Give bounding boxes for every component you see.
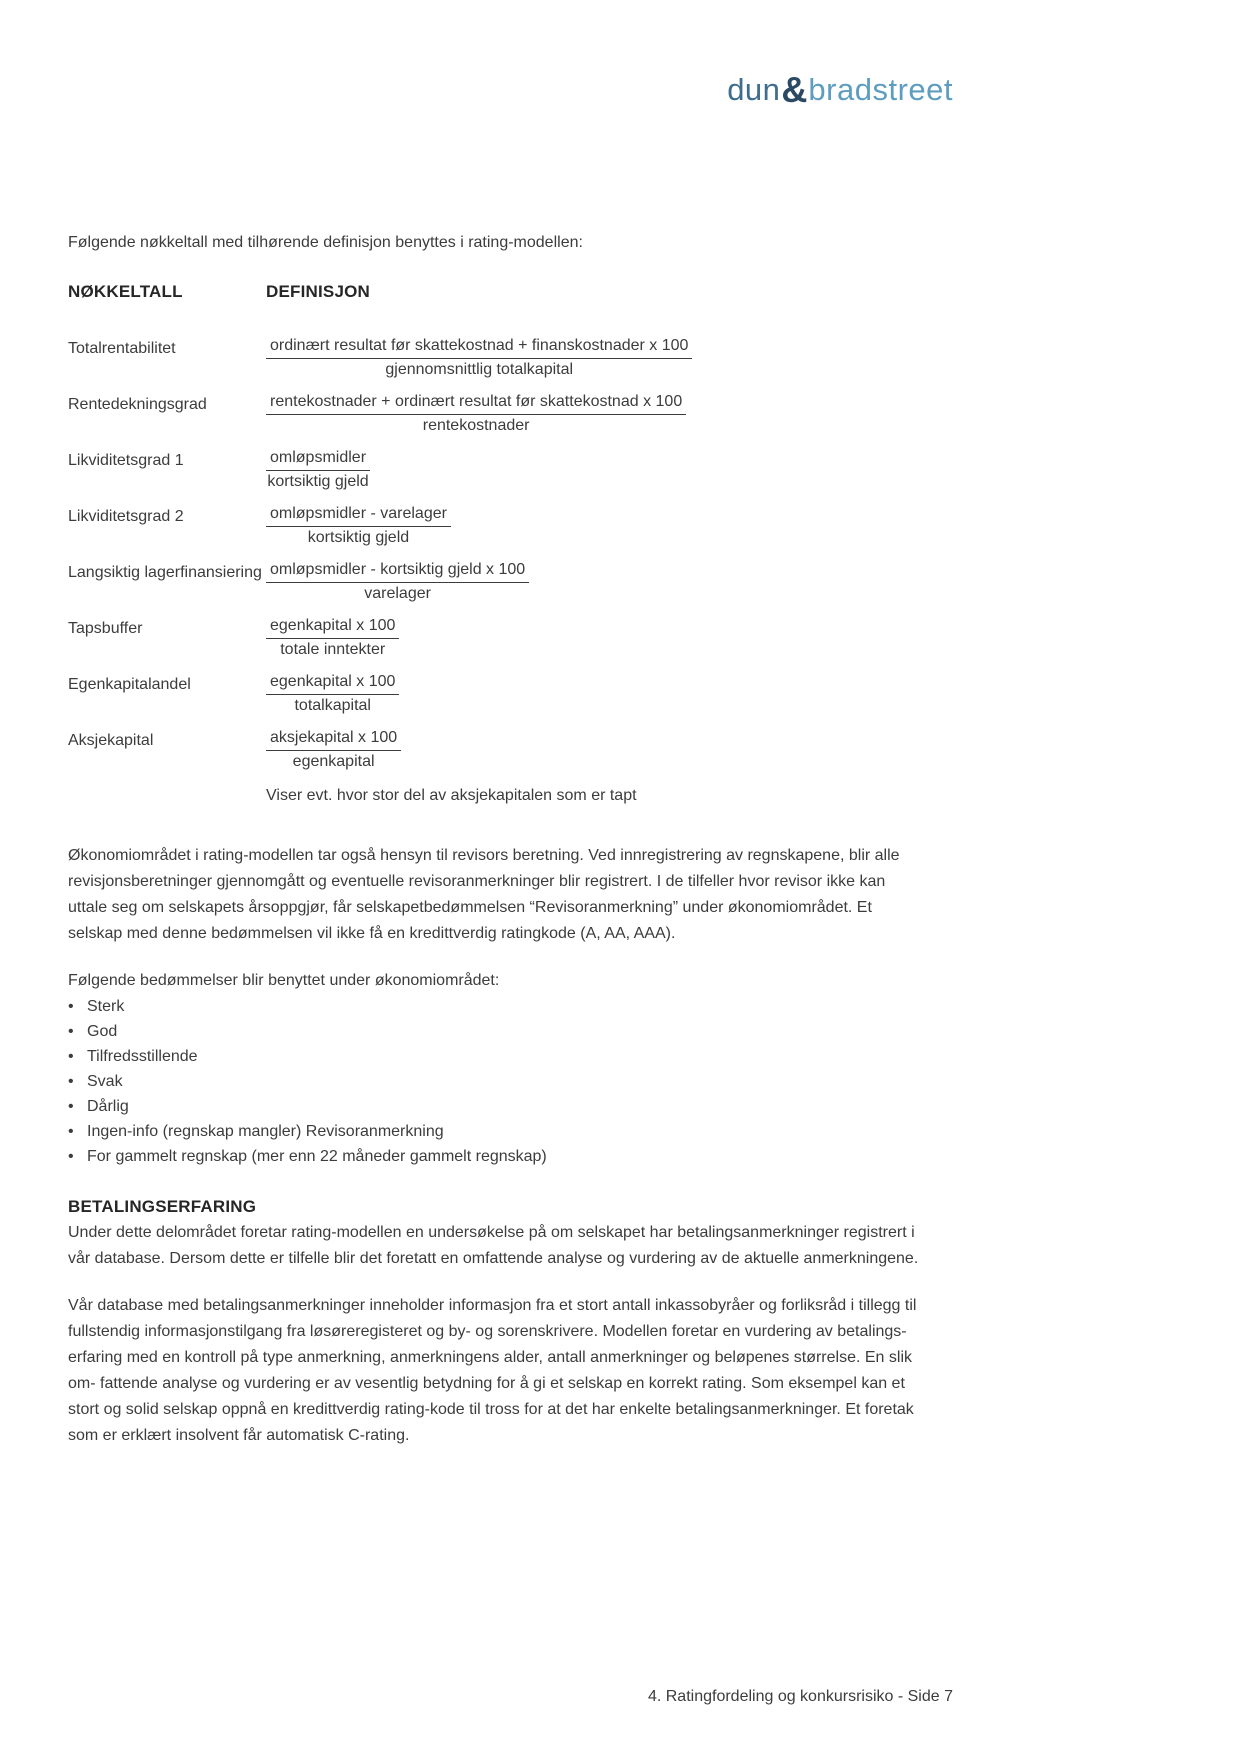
- assessments-list: [68, 994, 928, 1169]
- key-figure-label: Tapsbuffer: [68, 620, 143, 637]
- formula-denominator: varelager: [364, 585, 431, 602]
- key-figure-definition: [266, 503, 928, 551]
- assessment-label: For gammelt regnskap (mer enn 22 måneder gammelt regnskap): [87, 1148, 547, 1165]
- list-item: [68, 1019, 928, 1044]
- key-figure-definition: [266, 727, 928, 775]
- page-content: [68, 230, 928, 1449]
- formula-fraction: [266, 727, 401, 773]
- formula-denominator: kortsiktig gjeld: [307, 529, 410, 546]
- formula-numerator: aksjekapital x 100: [266, 727, 401, 751]
- key-figure-label: Aksjekapital: [68, 732, 154, 749]
- list-item: [68, 1094, 928, 1119]
- formula-numerator: egenkapital x 100: [266, 671, 399, 695]
- formula-denominator: totale inntekter: [280, 641, 386, 658]
- assessment-label: Dårlig: [87, 1098, 129, 1115]
- assessments-intro: Følgende bedømmelser blir benyttet under økonomiområdet:: [68, 972, 500, 989]
- key-figure-definition: [266, 391, 928, 439]
- column-header-nokkeltall: NØKKELTALL: [68, 282, 183, 301]
- bullet-icon: •: [68, 1148, 74, 1165]
- key-figure-definition: [266, 671, 928, 719]
- key-figures-table-header: [68, 279, 928, 305]
- formula-fraction: [266, 335, 692, 381]
- table-row: [68, 671, 928, 719]
- formula-fraction: [266, 447, 370, 493]
- key-figure-definition: [266, 615, 928, 663]
- assessment-label: Sterk: [87, 998, 125, 1015]
- key-figure-label: Likviditetsgrad 2: [68, 508, 184, 525]
- formula-denominator: rentekostnader: [422, 417, 530, 434]
- key-figure-label: Totalrentabilitet: [68, 340, 176, 357]
- assessment-label: God: [87, 1023, 118, 1040]
- key-figure-label: Likviditetsgrad 1: [68, 452, 184, 469]
- table-row: [68, 503, 928, 551]
- bullet-icon: •: [68, 1023, 74, 1040]
- formula-denominator: kortsiktig gjeld: [267, 473, 369, 490]
- table-row: [68, 391, 928, 439]
- logo-text-bradstreet: bradstreet: [808, 72, 953, 107]
- table-row: [68, 615, 928, 663]
- table-row: [68, 727, 928, 775]
- bullet-icon: •: [68, 1098, 74, 1115]
- economy-paragraph: Økonomiområdet i rating-modellen tar også hensyn til revisors beretning. Ved innregistrering av regnskapene, blir alle revisjonsberetninger gjennomgått og eventuelle revisoranmerkninger blir registrert. I de tilfeller hvor revisor ikke kan uttale seg om selskapets årsoppgjør, får selskapetbedømmelsen “Revisoranmerkning” under økonomiområdet. Et selskap med denne bedømmelsen vil ikke få en kredittverdig ratingkode (A, AA, AAA).: [68, 847, 900, 942]
- list-item: [68, 1069, 928, 1094]
- key-figure-definition: [266, 335, 928, 383]
- formula-numerator: rentekostnader + ordinært resultat før skattekostnad x 100: [266, 391, 686, 415]
- formula-numerator: omløpsmidler: [266, 447, 370, 471]
- key-figure-label: Egenkapitalandel: [68, 676, 191, 693]
- key-figure-label: Rentedekningsgrad: [68, 396, 207, 413]
- bullet-icon: •: [68, 1073, 74, 1090]
- key-figure-definition: [266, 447, 928, 495]
- logo-text-dun: dun: [727, 72, 781, 107]
- ampersand-icon: &: [781, 69, 808, 110]
- column-header-definisjon: DEFINISJON: [266, 282, 371, 301]
- payment-paragraph-1: Under dette delområdet foretar rating-modellen en undersøkelse på om selskapet har betalingsanmerkninger registrert i vår database. Dersom dette er tilfelle blir det foretatt en omfattende analyse og vurdering av de aktuelle anmerkningene.: [68, 1224, 919, 1267]
- page-footer: 4. Ratingfordeling og konkursrisiko - Side 7: [647, 1688, 953, 1705]
- list-item: [68, 1044, 928, 1069]
- formula-fraction: [266, 391, 686, 437]
- formula-numerator: egenkapital x 100: [266, 615, 399, 639]
- payment-paragraph-2: Vår database med betalingsanmerkninger inneholder informasjon fra et stort antall inkassobyråer og forliksråd i tillegg til fullstendig informasjonstilgang fra løsøreregisteret og by- og sorenskrivere. Modellen foretar en vurdering av betalings- erfaring med en kontroll på type anmerkning, anmerkningens alder, antall anmerkninger og beløpenes størrelse. En slik om- fattende analyse og vurdering er av vesentlig betydning for å gi et selskap en korrekt rating. Som eksempel kan et stort og solid selskap oppnå en kredittverdig rating-kode til tross for at det har enkelte betalingsanmerkninger. Et foretak som er erklært insolvent får automatisk C-rating.: [68, 1297, 917, 1444]
- dun-bradstreet-logo: [727, 70, 953, 116]
- bullet-icon: •: [68, 1048, 74, 1065]
- bullet-icon: •: [68, 998, 74, 1015]
- formula-numerator: omløpsmidler - varelager: [266, 503, 451, 527]
- list-item: [68, 1144, 928, 1169]
- formula-fraction: [266, 503, 451, 549]
- formula-denominator: gjennomsnittlig totalkapital: [385, 361, 574, 378]
- table-row: [68, 335, 928, 383]
- formula-fraction: [266, 671, 399, 717]
- assessment-label: Svak: [87, 1073, 123, 1090]
- table-row: [68, 447, 928, 495]
- list-item: [68, 1119, 928, 1144]
- formula-numerator: omløpsmidler - kortsiktig gjeld x 100: [266, 559, 529, 583]
- formula-fraction: [266, 559, 529, 605]
- formula-denominator: egenkapital: [292, 753, 375, 770]
- formula-numerator: ordinært resultat før skattekostnad + finanskostnader x 100: [266, 335, 692, 359]
- assessment-label: Tilfredsstillende: [87, 1048, 198, 1065]
- section-heading-betalingserfaring: BETALINGSERFARING: [68, 1197, 257, 1216]
- key-figures-table: [68, 335, 928, 809]
- formula-fraction: [266, 615, 399, 661]
- assessment-label: Ingen-info (regnskap mangler) Revisoranmerkning: [87, 1123, 444, 1140]
- bullet-icon: •: [68, 1123, 74, 1140]
- intro-text: Følgende nøkkeltall med tilhørende definisjon benyttes i rating-modellen:: [68, 234, 583, 251]
- key-figure-label: Langsiktig lagerfinansiering: [68, 564, 262, 581]
- formula-denominator: totalkapital: [294, 697, 371, 714]
- list-item: [68, 994, 928, 1019]
- key-figure-definition: [266, 559, 928, 607]
- table-row: [68, 559, 928, 607]
- aksjekapital-note: Viser evt. hvor stor del av aksjekapitalen som er tapt: [266, 787, 637, 804]
